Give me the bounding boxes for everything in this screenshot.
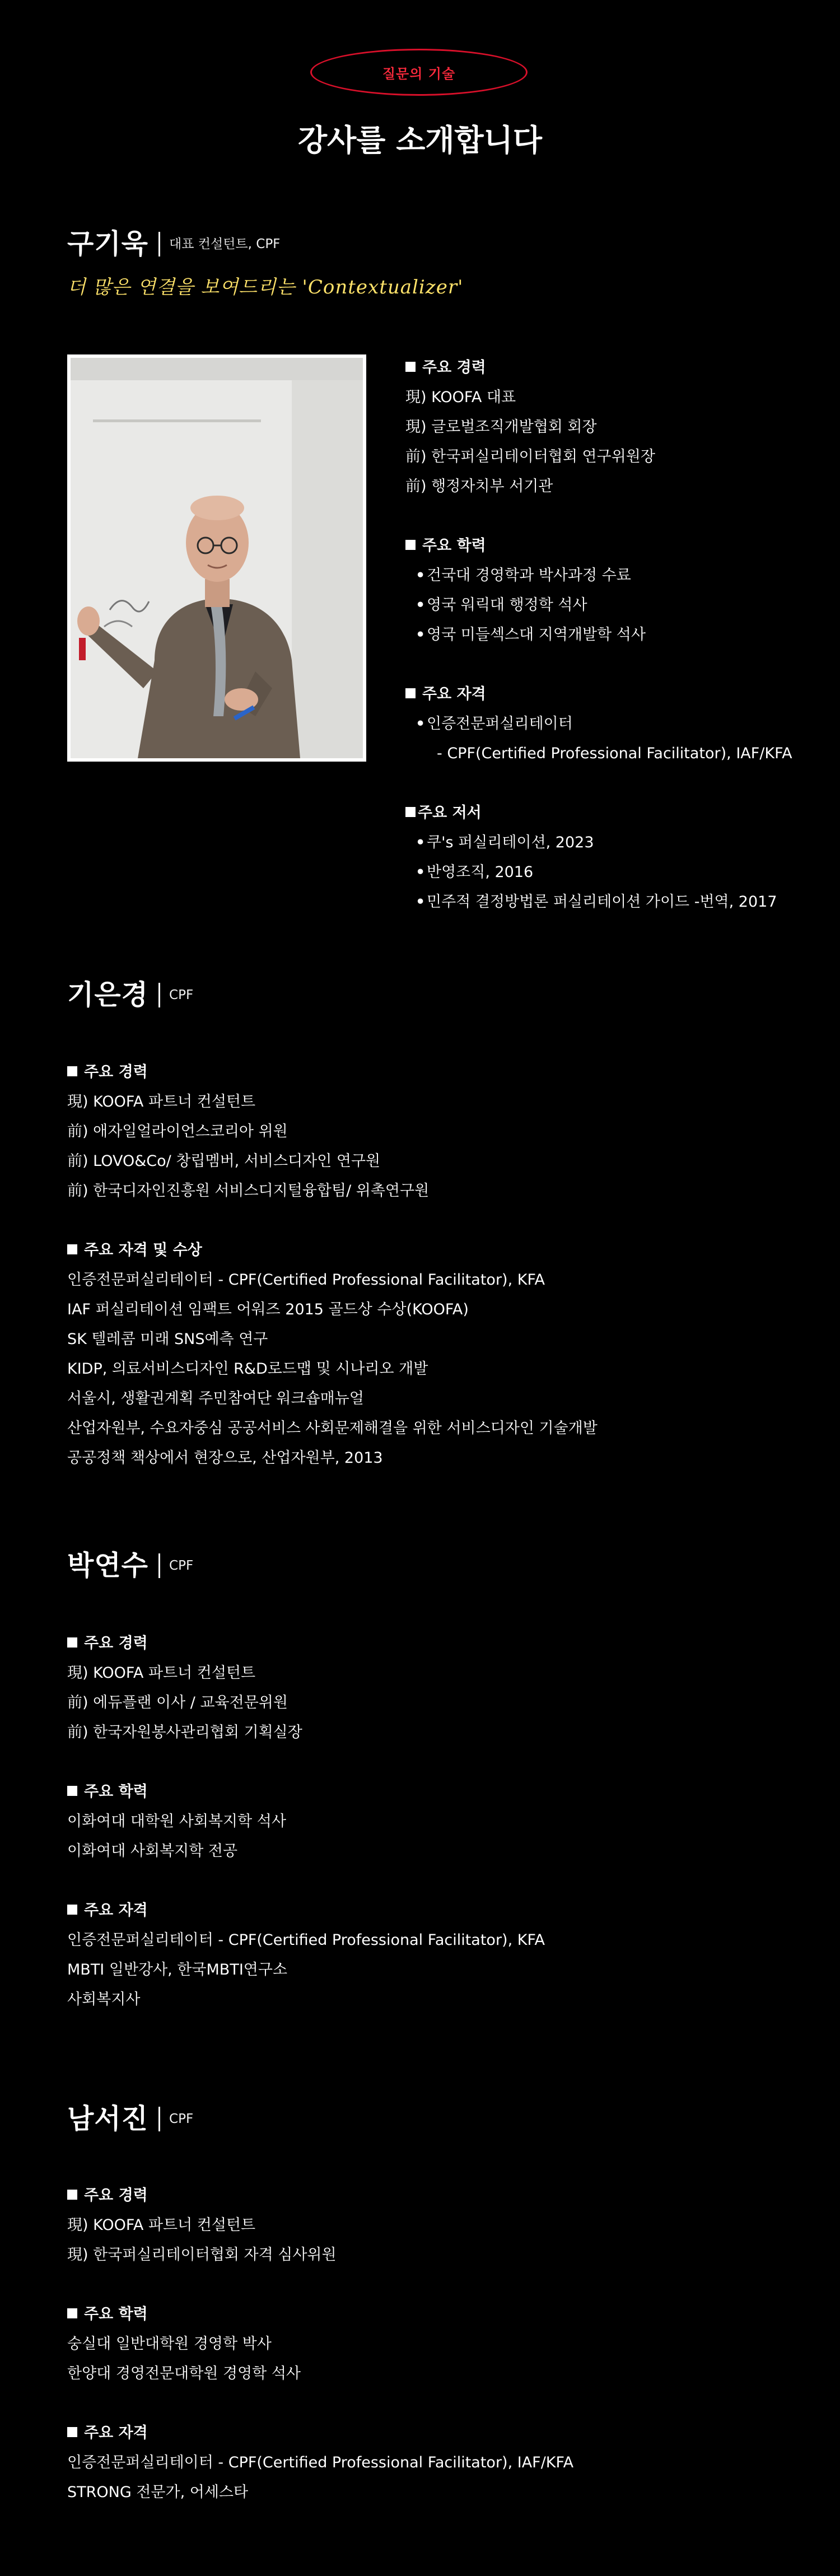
list-item: IAF 퍼실리테이션 임팩트 어워즈 2015 골드상 수상(KOOFA) xyxy=(67,1301,469,1318)
list-item: • 영국 미들섹스대 지역개발학 석사 xyxy=(405,620,792,650)
section-heading: 주요 경력 xyxy=(67,1628,545,1658)
spacer xyxy=(67,2388,573,2418)
section-heading: 주요 자격 및 수상 xyxy=(67,1235,598,1265)
list-item: 前) 한국디자인진흥원 서비스디지털융합팀/ 위촉연구원 xyxy=(67,1182,430,1200)
list-item: 인증전문퍼실리테이터 - CPF(Certified Professional Facilitator), KFA xyxy=(67,1271,545,1289)
instructor-name: 기은경 xyxy=(67,979,149,1011)
list-item: 이화여대 대학원 사회복지학 석사 xyxy=(67,1813,286,1830)
name-divider xyxy=(158,983,160,1007)
instructor-name-row xyxy=(67,224,280,264)
list-item: 現) KOOFA 파트너 컨설턴트 xyxy=(67,1664,256,1682)
list-item: 사회복지사 xyxy=(67,1991,141,2008)
spacer xyxy=(67,1866,545,1896)
list-item: • 쿠's 퍼실리테이션, 2023 xyxy=(405,828,792,857)
instructor-role: 대표 컨설턴트, CPF xyxy=(169,237,281,251)
list-item: KIDP, 의료서비스디자인 R&D로드맵 및 시나리오 개발 xyxy=(67,1360,428,1378)
instructor-role: CPF xyxy=(169,988,194,1002)
spacer xyxy=(405,768,792,798)
list-item: 한양대 경영전문대학원 경영학 석사 xyxy=(67,2365,301,2382)
spacer xyxy=(67,2270,573,2299)
list-item: 前) LOVO&Co/ 창립멤버, 서비스디자인 연구원 xyxy=(67,1152,381,1170)
list-item: STRONG 전문가, 어세스타 xyxy=(67,2484,249,2501)
list-item: • 민주적 결정방법론 퍼실리테이션 가이드 -번역, 2017 xyxy=(405,887,792,917)
list-item: • 반영조직, 2016 xyxy=(405,857,792,887)
list-item: 前) 한국자원봉사관리협회 기획실장 xyxy=(67,1724,302,1741)
name-divider xyxy=(158,232,160,256)
list-item: 前) 행정자치부 서기관 xyxy=(405,478,553,495)
list-item: SK 텔레콤 미래 SNS예측 연구 xyxy=(67,1331,268,1348)
list-item: 前) 애자일얼라이언스코리아 위원 xyxy=(67,1123,288,1140)
instructor-name-row xyxy=(67,1546,193,1586)
list-item: 이화여대 사회복지학 전공 xyxy=(67,1842,238,1860)
list-item: MBTI 일반강사, 한국MBTI연구소 xyxy=(67,1961,288,1978)
list-item: 서울시, 생활권계획 주민참여단 워크숍매뉴얼 xyxy=(67,1390,364,1407)
page-title: 강사를 소개합니다 xyxy=(297,123,543,158)
hero-badge: 질문의 기술 xyxy=(310,49,528,96)
list-item: 숭실대 일반대학원 경영학 박사 xyxy=(67,2335,272,2353)
name-divider xyxy=(158,1553,160,1578)
list-item: 인증전문퍼실리테이터 - CPF(Certified Professional Facilitator), KFA xyxy=(67,1931,545,1949)
section-heading: 주요 학력 xyxy=(67,2299,573,2329)
name-divider xyxy=(158,2107,160,2131)
section-heading: 주요 경력 xyxy=(67,1057,598,1087)
instructor-name: 구기욱 xyxy=(67,228,149,260)
instructor-name: 박연수 xyxy=(67,1550,149,1581)
list-item: 산업자원부, 수요자중심 공공서비스 사회문제해결을 위한 서비스디자인 기술개발 xyxy=(67,1420,598,1437)
list-item: 現) KOOFA 파트너 컨설턴트 xyxy=(67,1093,256,1110)
list-item: 現) KOOFA 파트너 컨설턴트 xyxy=(67,2216,256,2234)
section-heading: 주요 자격 xyxy=(405,679,792,709)
section-heading: 주요 경력 xyxy=(67,2181,573,2210)
instructor-name: 남서진 xyxy=(67,2103,149,2135)
section-heading: 주요 자격 xyxy=(67,1896,545,1925)
section-heading: 주요 경력 xyxy=(405,353,792,382)
instructor-role: CPF xyxy=(169,1558,194,1573)
list-item: • 건국대 경영학과 박사과정 수료 xyxy=(405,561,792,590)
instructor-photo xyxy=(67,354,366,762)
list-item: 前) 한국퍼실리테이터협회 연구위원장 xyxy=(405,448,655,465)
list-item: 現) 한국퍼실리테이터협회 자격 심사위원 xyxy=(67,2246,337,2264)
list-item: 인증전문퍼실리테이터 - CPF(Certified Professional Facilitator), IAF/KFA xyxy=(67,2454,574,2471)
instructor-details xyxy=(67,1057,598,1473)
instructor-name-row xyxy=(67,975,193,1015)
instructor-role: CPF xyxy=(169,2112,194,2126)
list-item: 現) KOOFA 대표 xyxy=(405,389,516,406)
list-item: • 영국 워릭대 행정학 석사 xyxy=(405,590,792,620)
list-item: - CPF(Certified Professional Facilitator), IAF/KFA xyxy=(437,745,792,762)
spacer xyxy=(405,501,792,531)
instructor-details xyxy=(405,353,792,917)
instructor-name-row xyxy=(67,2099,193,2139)
spacer xyxy=(405,650,792,679)
instructor-details xyxy=(67,2181,573,2507)
list-item: 現) 글로벌조직개발협회 회장 xyxy=(405,418,597,436)
instructor-tagline: 더 많은 연결을 보여드리는 'Contextualizer' xyxy=(67,276,464,298)
section-heading: 주요 학력 xyxy=(405,531,792,561)
instructor-details xyxy=(67,1628,545,2014)
list-item: 前) 에듀플랜 이사 / 교육전문위원 xyxy=(67,1694,288,1711)
section-heading: 주요 자격 xyxy=(67,2418,573,2448)
spacer xyxy=(67,1747,545,1777)
spacer xyxy=(67,1206,598,1235)
section-heading: 주요 저서 xyxy=(405,798,792,828)
list-item: • 인증전문퍼실리테이터 xyxy=(405,709,792,739)
section-heading: 주요 학력 xyxy=(67,1777,545,1807)
list-item: 공공정책 책상에서 현장으로, 산업자원부, 2013 xyxy=(67,1449,383,1467)
